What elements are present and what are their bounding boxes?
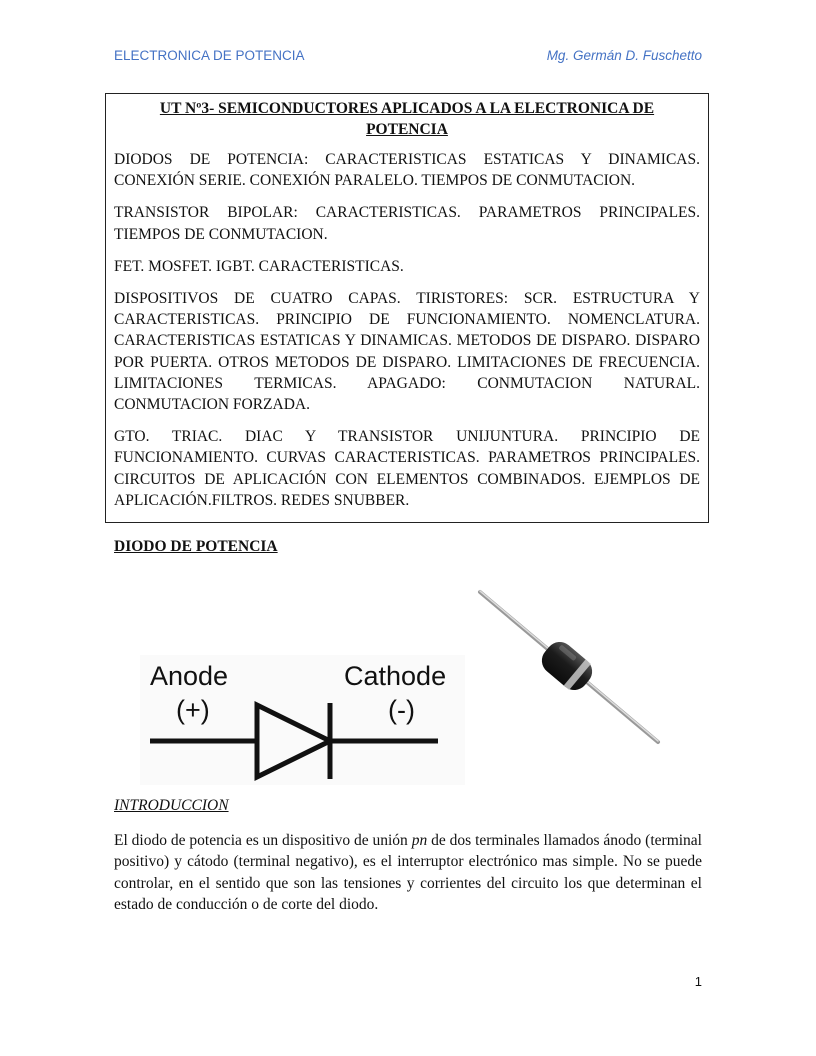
syllabus-paragraph: FET. MOSFET. IGBT. CARACTERISTICAS. bbox=[114, 257, 404, 275]
intro-text-start: El diodo de potencia es un dispositivo de unión bbox=[114, 832, 412, 849]
intro-title: INTRODUCCION bbox=[114, 797, 229, 814]
header-course-title: ELECTRONICA DE POTENCIA bbox=[114, 48, 305, 63]
diode-symbol-diagram bbox=[140, 655, 465, 785]
syllabus-paragraph: TRANSISTOR BIPOLAR: CARACTERISTICAS. PARAMETROS PRINCIPALES. TIEMPOS DE CONMUTACION. bbox=[114, 204, 700, 243]
section-title: DIODO DE POTENCIA bbox=[114, 538, 278, 555]
intro-paragraph bbox=[114, 830, 702, 916]
syllabus-title-line1: UT Nº3- SEMICONDUCTORES APLICADOS A LA ELECTRONICA DE bbox=[159, 100, 655, 117]
diode-photo bbox=[470, 580, 670, 760]
syllabus-box bbox=[105, 93, 709, 523]
diode-component-icon bbox=[470, 580, 670, 760]
header-author: Mg. Germán D. Fuschetto bbox=[546, 48, 702, 63]
cathode-sign: (-) bbox=[388, 695, 415, 725]
syllabus-paragraph: DISPOSITIVOS DE CUATRO CAPAS. TIRISTORES: SCR. ESTRUCTURA Y CARACTERISTICAS. PRINCIPIO DE FUNCIONAMIENTO. NOMENCLATURA. CARACTERISTICAS ESTATICAS Y DINAMICAS. METODOS DE DISPARO. DISPARO POR PUERTA. OTROS METODOS DE DISPARO. LIMITACIONES DE FRECUENCIA. LIMITACIONES TERMICAS. APAGADO: CONMUTACION NATURAL. CONMUTACION FORZADA. bbox=[114, 290, 700, 414]
page-number: 1 bbox=[694, 974, 702, 989]
anode-label: Anode bbox=[150, 661, 229, 691]
intro-text-pn: pn bbox=[411, 832, 428, 849]
anode-sign: (+) bbox=[176, 695, 210, 725]
cathode-label: Cathode bbox=[344, 661, 447, 691]
syllabus-paragraph: DIODOS DE POTENCIA: CARACTERISTICAS ESTATICAS Y DINAMICAS. CONEXIÓN SERIE. CONEXIÓN PARALELO. TIEMPOS DE CONMUTACION. bbox=[114, 151, 700, 190]
syllabus-paragraph: GTO. TRIAC. DIAC Y TRANSISTOR UNIJUNTURA. PRINCIPIO DE FUNCIONAMIENTO. CURVAS CARACTERISTICAS. PARAMETROS PRINCIPALES. CIRCUITOS DE APLICACIÓN CON ELEMENTOS COMBINADOS. EJEMPLOS DE APLICACIÓN.FILTROS. REDES SNUBBER. bbox=[114, 428, 700, 509]
intro-text-rest: de dos terminales llamados ánodo (terminal positivo) y cátodo (terminal negativo), es el interruptor electrónico mas simple. No se puede controlar, en el sentido que son las tensiones y corrientes del circuito los que determinan el estado de conducción o de corte del diodo. bbox=[114, 832, 702, 914]
syllabus-title-line2: POTENCIA bbox=[366, 121, 448, 138]
syllabus-title bbox=[114, 98, 700, 140]
